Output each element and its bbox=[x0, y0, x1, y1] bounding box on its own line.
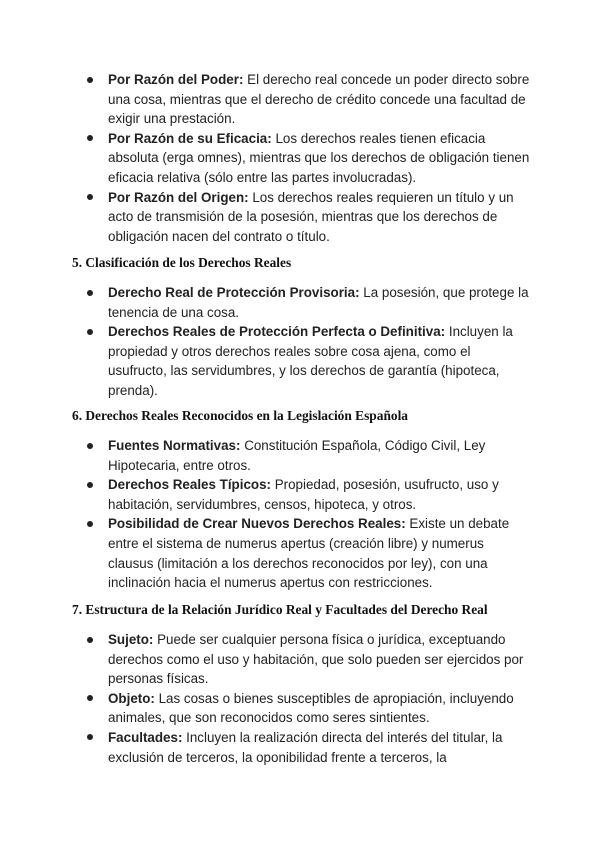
item-text: Propiedad, posesión, usufructo, uso y habitación, servidumbres, censos, hipoteca, y otros. bbox=[108, 477, 499, 512]
list-item bbox=[0, 630, 600, 689]
list-item bbox=[0, 322, 600, 400]
bullet-icon bbox=[87, 695, 93, 701]
list-item bbox=[0, 70, 600, 129]
bullet-icon bbox=[87, 290, 93, 296]
section-heading: 6. Derechos Reales Reconocidos en la Legislación Española bbox=[72, 408, 409, 423]
list-item bbox=[0, 514, 600, 592]
item-text: Las cosas o bienes susceptibles de apropiación, incluyendo animales, que son reconocidos como seres sintientes. bbox=[108, 690, 514, 726]
list-item bbox=[0, 475, 600, 514]
bullet-icon bbox=[87, 734, 93, 740]
bullet-icon bbox=[87, 637, 93, 643]
bullet-icon bbox=[87, 77, 93, 83]
bullet-icon bbox=[87, 329, 93, 335]
item-label: Objeto: bbox=[108, 690, 155, 706]
item-label: Posibilidad de Crear Nuevos Derechos Reales: bbox=[108, 516, 406, 532]
section5-list-section bbox=[0, 283, 600, 401]
list-item bbox=[0, 436, 600, 475]
item-text: Incluyen la propiedad y otros derechos reales sobre cosa ajena, como el usufructo, las servidumbres, y los derechos de garantía (hipoteca, prenda). bbox=[108, 324, 513, 398]
item-label: Derechos Reales Típicos: bbox=[108, 477, 271, 493]
section-heading: 5. Clasificación de los Derechos Reales bbox=[72, 255, 292, 270]
item-label: Por Razón del Origen: bbox=[108, 189, 249, 205]
classification-list bbox=[0, 283, 600, 401]
section6-list-section bbox=[0, 436, 600, 593]
list-item bbox=[0, 689, 600, 728]
item-text: Existe un debate entre el sistema de numerus apertus (creación libre) y numerus clausus (limitación a los derechos reconocidos por ley), con una inclinación hacia el numerus apertus con restricciones. bbox=[108, 516, 510, 591]
item-label: Fuentes Normativas: bbox=[108, 438, 241, 453]
item-text: La posesión, que protege la tenencia de una cosa. bbox=[108, 285, 529, 320]
section7-list-section bbox=[0, 630, 600, 767]
item-label: Derecho Real de Protección Provisoria: bbox=[108, 285, 360, 300]
item-label: Por Razón de su Eficacia: bbox=[108, 130, 272, 146]
criteria-list bbox=[0, 70, 600, 246]
structure-list bbox=[0, 630, 600, 767]
item-text: El derecho real concede un poder directo sobre una cosa, mientras que el derecho de crédito concede una facultad de exigir una prestación. bbox=[108, 72, 530, 127]
recognized-rights-list bbox=[0, 436, 600, 593]
item-text: Los derechos reales tienen eficacia absoluta (erga omnes), mientras que los derechos de obligación tienen eficacia relativa (sólo entre las partes involucradas). bbox=[108, 130, 530, 185]
item-text: Los derechos reales requieren un título y un acto de transmisión de la posesión, mientras que los derechos de obligación nacen del contrato o título. bbox=[108, 189, 514, 244]
list-item bbox=[0, 188, 600, 247]
item-label: Facultades: bbox=[108, 729, 183, 745]
criteria-list-section bbox=[0, 70, 600, 246]
bullet-icon bbox=[87, 443, 93, 449]
item-text: Incluyen la realización directa del interés del titular, la exclusión de terceros, la oponibilidad frente a terceros, la bbox=[108, 729, 503, 765]
bullet-icon bbox=[87, 135, 93, 141]
section-heading: 7. Estructura de la Relación Jurídico Real y Facultades del Derecho Real bbox=[72, 602, 488, 617]
bullet-icon bbox=[87, 521, 93, 527]
item-text: Puede ser cualquier persona física o jurídica, exceptuando derechos como el uso y habitación, que solo pueden ser ejercidos por personas físicas. bbox=[108, 632, 524, 687]
list-item bbox=[0, 129, 600, 188]
item-text: Constitución Española, Código Civil, Ley Hipotecaria, entre otros. bbox=[108, 438, 486, 473]
item-label: Sujeto: bbox=[108, 632, 154, 647]
list-item bbox=[0, 728, 600, 767]
bullet-icon bbox=[87, 482, 93, 488]
item-label: Derechos Reales de Protección Perfecta o Definitiva: bbox=[108, 324, 446, 340]
list-item bbox=[0, 283, 600, 322]
bullet-icon bbox=[87, 194, 93, 200]
item-label: Por Razón del Poder: bbox=[108, 72, 244, 87]
